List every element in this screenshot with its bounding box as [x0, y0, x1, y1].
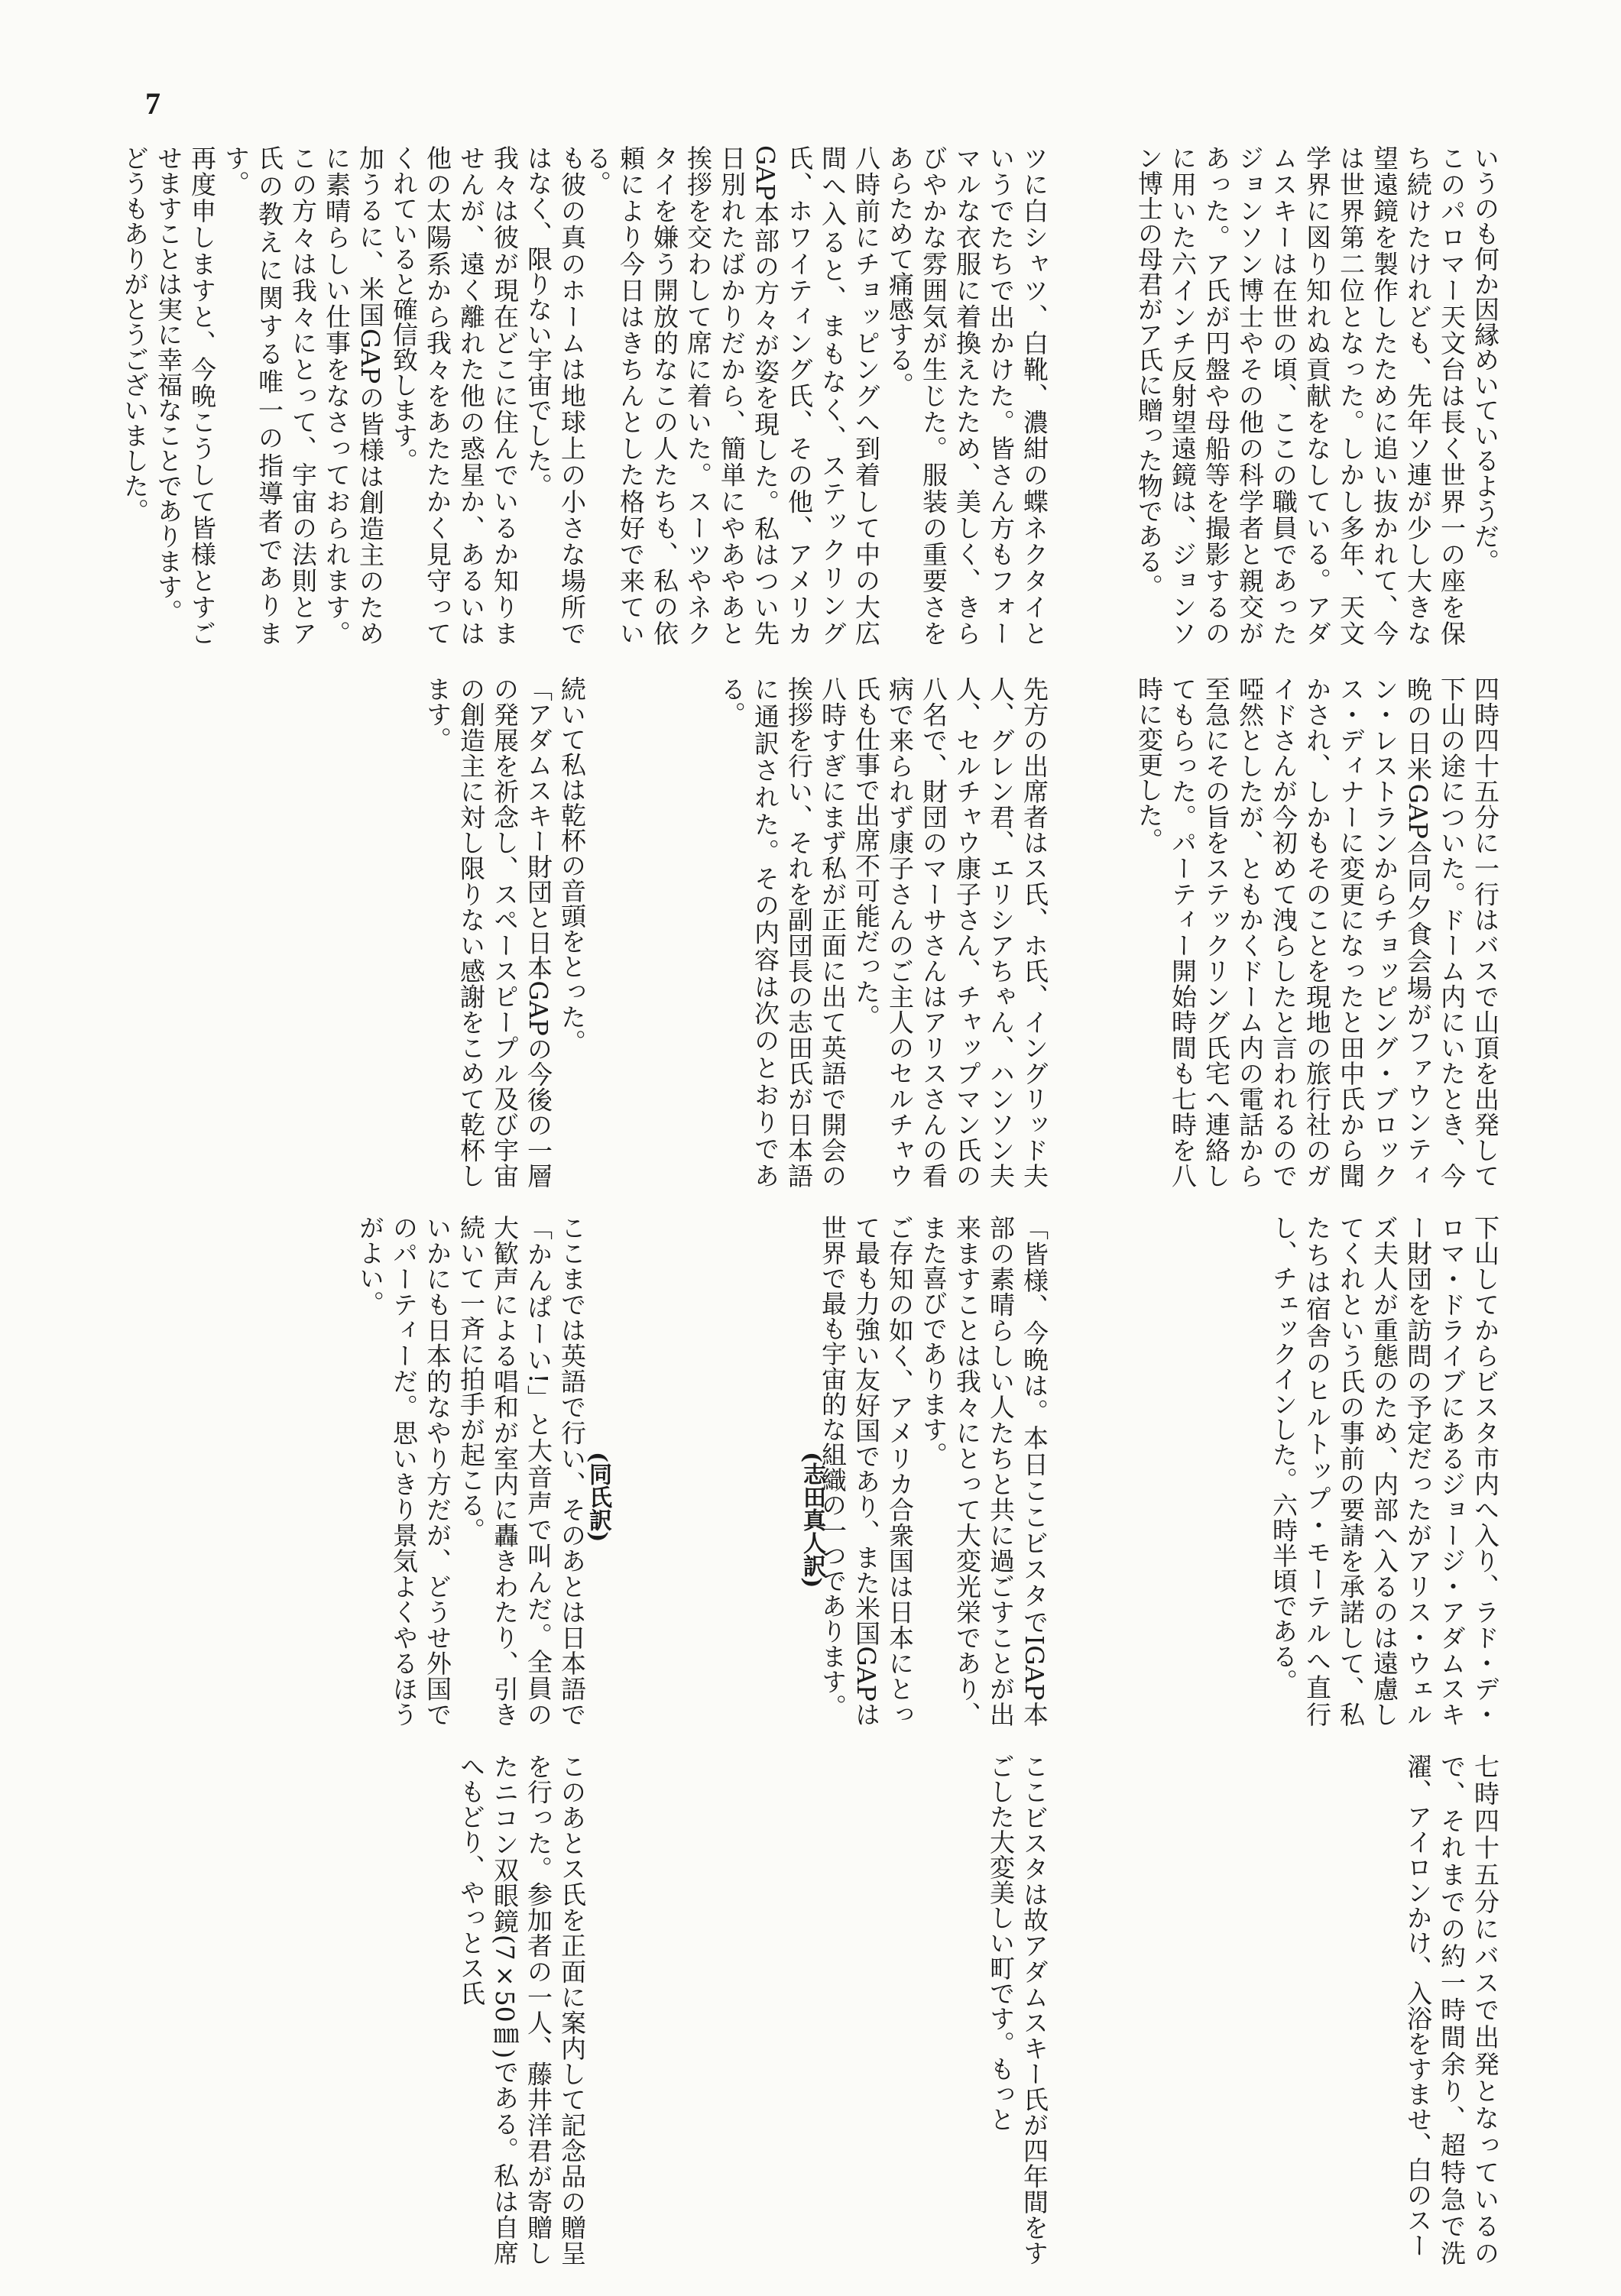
page-number: 7 [145, 86, 160, 121]
paragraph: いうのも何か因縁めいているようだ。 このパロマー天文台は長く世界一の座を保ち続けたけれども、先年ソ連が少し大きな望遠鏡を製作したために追い抜かれて、今は世界第二位となった。しかし多年、天文学界に図り知れぬ貢献をなしている。アダムスキーは在世の頃、ここの職員であったジョンソン博士やその他の科学者と親交があった。ア氏が円盤や母船等を撮影するのに用いた六インチ反射望遠鏡は、ジョンソン博士の母君がア氏に贈った物である。 [1134, 145, 1500, 646]
text-block [138, 676, 588, 1188]
paragraph: 七時四十五分にバスで出発となっているので、それまでの約一時間余り、超特急で洗濯、アイロンかけ、入浴をすませ、白のスー [1403, 1754, 1500, 2265]
paragraph: 四時四十五分に一行はバスで山頂を出発して下山の途についた。ドーム内にいたとき、今晩の日米GAP合同夕食会場がファウンティン・レストランからチョッピング・ブロックス・ディナーに変更になったと田中氏から聞かされ、しかもそのことを現地の旅行社のガイドさんが今初めて洩らしたと言われるので啞然としたが、ともかくドーム内の電話から至急にその旨をステックリング氏宅へ連絡してもらった。パーティー開始時間も七時を八時に変更した。 [1134, 676, 1500, 1188]
text-block [120, 145, 588, 646]
text-block [600, 676, 1051, 1188]
text-block [582, 145, 1051, 646]
paragraph: ツに白シャツ、白靴、濃紺の蝶ネクタイというでたちで出かけた。皆さん方もフォーマルな衣服に着換えたため、美しく、きらびやかな雰囲気が生じた。服装の重要さをあらためて痛感する。 八時前にチョッピングへ到着して中の大広間へ入ると、まもなく、ステックリング氏、ホワイティング氏、その他、アメリカGAP本部の方々が姿を現した。私はつい先日別れたばかりだから、簡単にやあやあと挨拶を交わして席に着いた。スーツやネクタイを嫌う開放的なこの人たちも、私の依頼により今日はきちんとした格好で来ている。 [582, 145, 1049, 646]
text-block [138, 1215, 588, 1727]
text-block [1051, 676, 1502, 1188]
paragraph: ここビスタは故アダムスキー氏が四年間をすごした大変美しい町です。もっと [986, 1754, 1049, 2265]
text-block [1051, 1215, 1502, 1727]
paragraph: 続いて私は乾杯の音頭をとった。 「アダムスキー財団と日本GAPの今後の一層の発展を祈念し、スペースピープル及び宇宙の創造主に対し限りない感謝をこめて乾杯します。 [423, 676, 587, 1188]
tier-2 [126, 676, 1502, 1188]
text-block [1051, 145, 1502, 646]
paragraph: 先方の出席者はス氏、ホ氏、イングリッド夫人、グレン君、エリシアちゃん、ハンソン夫人、セルチャウ康子さん、チャップマン氏の八名で、財団のマーサさんはアリスさんの看病で来られず康子さんのご主人のセルチャウ氏も仕事で出席不可能だった。 八時すぎにまず私が正面に出て英語で開会の挨拶を行い、それを副団長の志田氏が日本語に通訳された。その内容は次のとおりである。 [717, 676, 1049, 1188]
translator-credit: (志田真人訳) [799, 1452, 825, 1588]
paragraph: ここまでは英語で行い、そのあとは日本語で「かんぱーい!」と大音声で叫んだ。全員の大歓声による唱和が室内に轟きわたり、引き続いて一斉に拍手が起こる。 いかにも日本的なやり方だが、どうせ外国でのパーティーだ。思いきり景気よくやるほうがよい。 [355, 1215, 587, 1727]
tier-4 [126, 1754, 1502, 2265]
text-block [138, 1754, 588, 2265]
translator-credit: (同氏訳) [585, 1452, 611, 1543]
paragraph: 下山してからビスタ市内へ入り、ラド・デ・ロマ・ドライブにあるジョージ・アダムスキー財団を訪問の予定だったがアリス・ウェルズ夫人が重態のため、内部へ入るのは遠慮してくれという氏の事前の要請を承諾して、私たちは宿舎のヒルトップ・モーテルへ直行し、チェックインした。六時半頃である。 [1269, 1215, 1500, 1727]
paragraph: 「皆様、今晩は。本日ここビスタでIGAP本部の素晴らしい人たちと共に過ごすことが出来ますことは我々にとって大変光栄であり、また喜びであります。 ご存知の如く、アメリカ合衆国は日本にとって最も力強い友好国であり、また米国GAPは世界で最も宇宙的な組織の一つであります。 [818, 1215, 1049, 1727]
paragraph: このあとス氏を正面に案内して記念品の贈呈を行った。参加者の一人、藤井洋君が寄贈したニコン双眼鏡(7×50㎜)である。私は自席へもどり、やっとス氏 [456, 1754, 587, 2265]
text-block [1051, 1754, 1502, 2265]
tier-1 [120, 145, 1502, 646]
text-block [600, 1754, 1051, 2265]
paragraph: も彼の真のホームは地球上の小さな場所ではなく、限りない宇宙でした。 我々は彼が現在どこに住んでいるか知りませんが、遠く離れた他の惑星か、あるいは他の太陽系から我々をあたたかく見守ってくれていると確信致します。 加うるに、米国GAPの皆様は創造主のために素晴らしい仕事をなさっておられます。この方々は我々にとって、宇宙の法則とア氏の教えに関する唯一の指導者であります。 再度申しますと、今晩こうして皆様とすごせますことは実に幸福なことであります。 どうもありがとうございました。 [120, 145, 587, 646]
